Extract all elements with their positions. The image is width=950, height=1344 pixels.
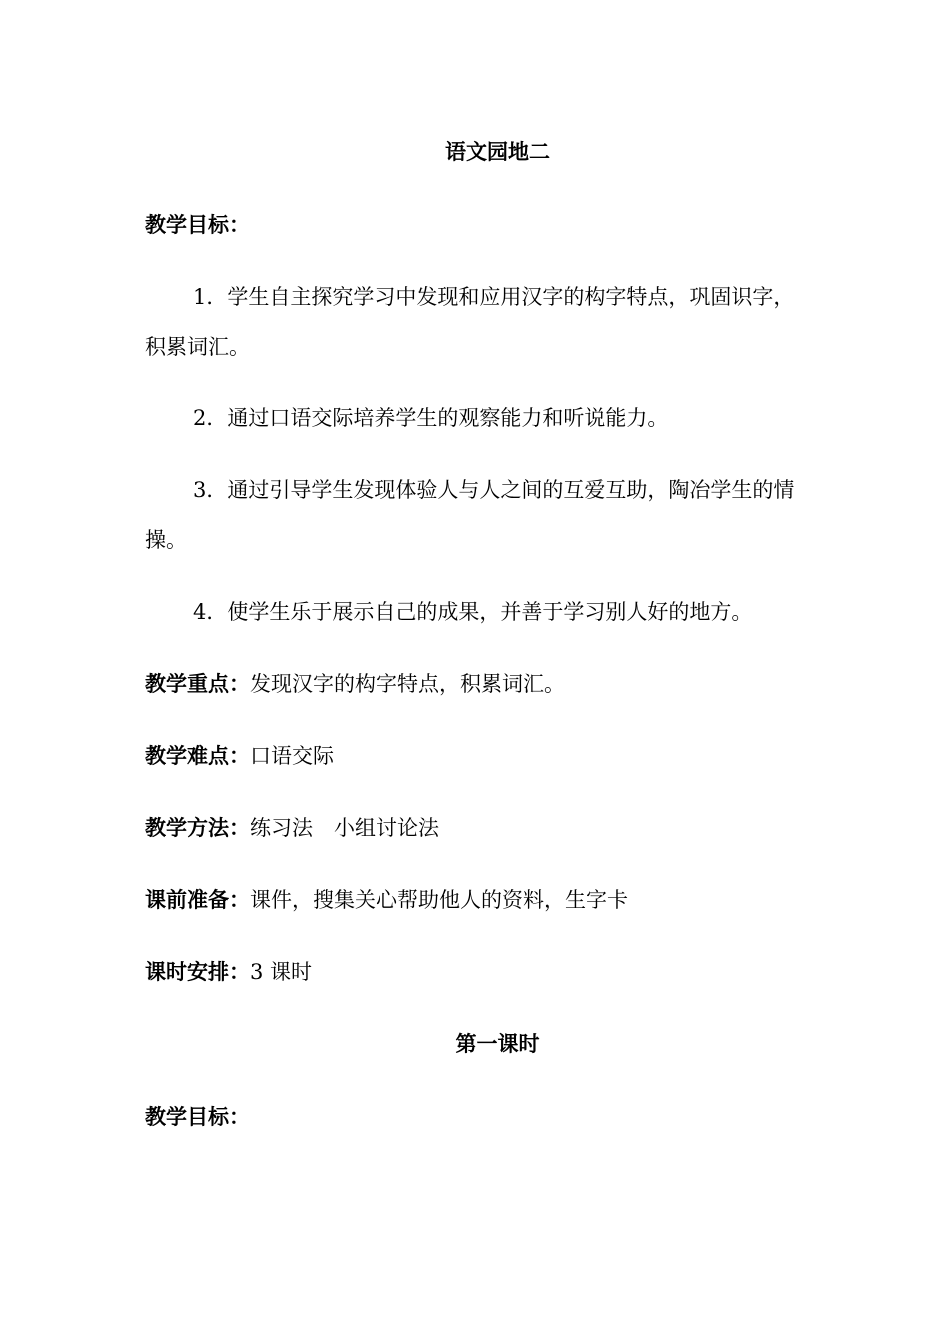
lesson1-goals-heading: 教学目标： xyxy=(145,1105,250,1129)
prep-value: 课件，搜集关心帮助他人的资料，生字卡 xyxy=(250,888,628,912)
schedule-label: 课时安排： xyxy=(145,960,250,984)
goal-item-1: 1．学生自主探究学习中发现和应用汉字的构字特点，巩固识字，积累词汇。 xyxy=(145,285,795,359)
goals-heading: 教学目标： xyxy=(145,213,250,237)
difficulty-label: 教学难点： xyxy=(145,744,250,768)
method-value: 练习法 小组讨论法 xyxy=(250,816,439,840)
difficulty-row xyxy=(145,744,810,768)
key-point-label: 教学重点： xyxy=(145,672,250,696)
key-point-row xyxy=(145,672,810,696)
document-title: 语文园地二 xyxy=(445,140,550,164)
prep-label: 课前准备： xyxy=(145,888,250,912)
difficulty-value: 口语交际 xyxy=(250,744,334,768)
schedule-row xyxy=(145,960,810,984)
goal-item-3: 3．通过引导学生发现体验人与人之间的互爱互助，陶冶学生的情操。 xyxy=(145,478,795,552)
schedule-value: 3 课时 xyxy=(250,960,313,984)
key-point-value: 发现汉字的构字特点，积累词汇。 xyxy=(250,672,565,696)
prep-row xyxy=(145,888,810,912)
lesson1-heading: 第一课时 xyxy=(455,1032,540,1056)
goal-item-4: 4．使学生乐于展示自己的成果，并善于学习别人好的地方。 xyxy=(193,600,753,624)
goal-item-2: 2．通过口语交际培养学生的观察能力和听说能力。 xyxy=(193,406,669,430)
method-row xyxy=(145,816,810,840)
method-label: 教学方法： xyxy=(145,816,250,840)
